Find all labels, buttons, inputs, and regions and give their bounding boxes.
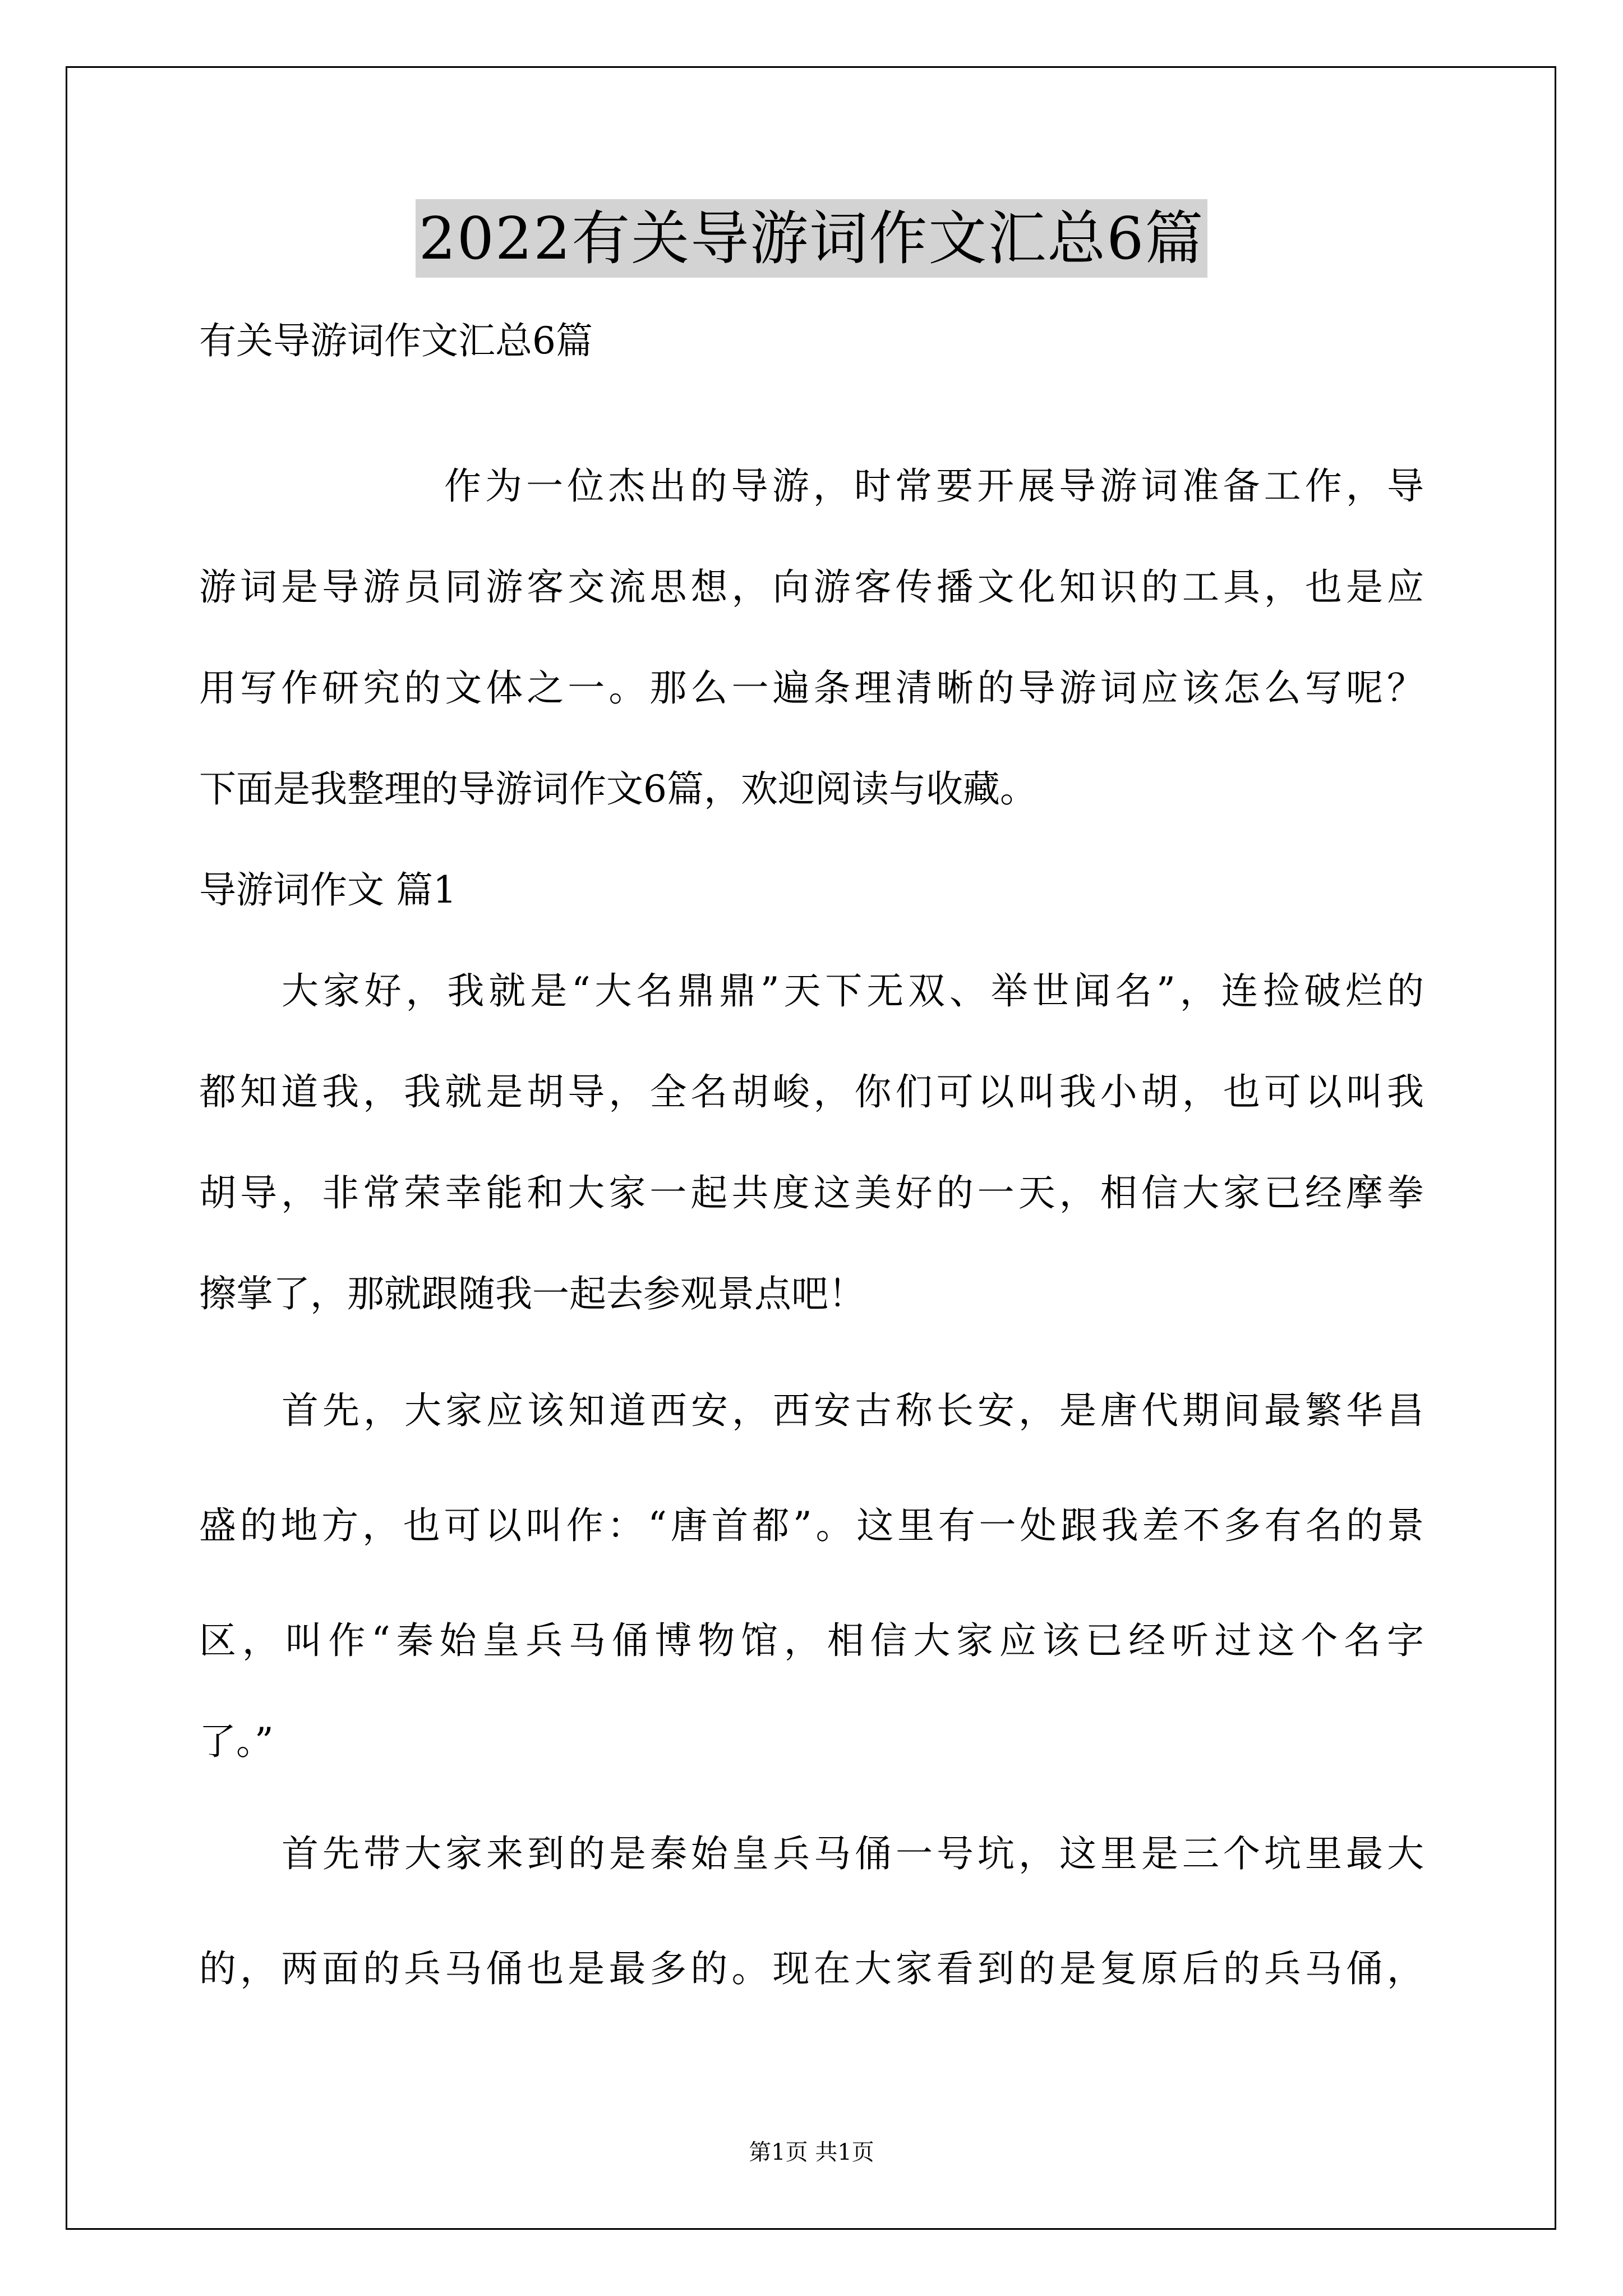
paragraph-line: 游词是导游员同游客交流思想，向游客传播文化知识的工具，也是应	[199, 565, 1424, 609]
paragraph-line: 了。”	[199, 1720, 274, 1763]
title-container	[0, 199, 1623, 278]
paragraph-line: 盛的地方，也可以叫作：“唐首都”。这里有一处跟我差不多有名的景	[199, 1504, 1424, 1547]
page-footer: 第1页 共1页	[749, 2139, 874, 2165]
document-subtitle: 有关导游词作文汇总6篇	[199, 319, 593, 362]
paragraph-line: 胡导，非常荣幸能和大家一起共度这美好的一天，相信大家已经摩拳	[199, 1171, 1424, 1214]
paragraph-line: 作为一位杰出的导游，时常要开展导游词准备工作，导	[444, 464, 1424, 508]
paragraph-line: 大家好，我就是“大名鼎鼎”天下无双、举世闻名”，连捡破烂的	[282, 969, 1424, 1013]
paragraph-line: 擦掌了，那就跟随我一起去参观景点吧！	[199, 1272, 865, 1315]
page-border	[66, 66, 1556, 2230]
paragraph-line: 区，叫作“秦始皇兵马俑博物馆，相信大家应该已经听过这个名字	[199, 1619, 1424, 1662]
paragraph-line: 首先带大家来到的是秦始皇兵马俑一号坑，这里是三个坑里最大	[282, 1832, 1424, 1875]
paragraph-line: 下面是我整理的导游词作文6篇，欢迎阅读与收藏。	[199, 767, 1037, 811]
section-heading: 导游词作文 篇1	[199, 868, 457, 912]
paragraph-line: 的，两面的兵马俑也是最多的。现在大家看到的是复原后的兵马俑，	[199, 1947, 1424, 1990]
paragraph-line: 首先，大家应该知道西安，西安古称长安，是唐代期间最繁华昌	[282, 1389, 1424, 1432]
paragraph-line: 都知道我，我就是胡导，全名胡峻，你们可以叫我小胡，也可以叫我	[199, 1070, 1424, 1114]
document-title: 2022有关导游词作文汇总6篇	[416, 199, 1208, 278]
paragraph-line: 用写作研究的文体之一。那么一遍条理清晰的导游词应该怎么写呢？	[199, 666, 1424, 710]
